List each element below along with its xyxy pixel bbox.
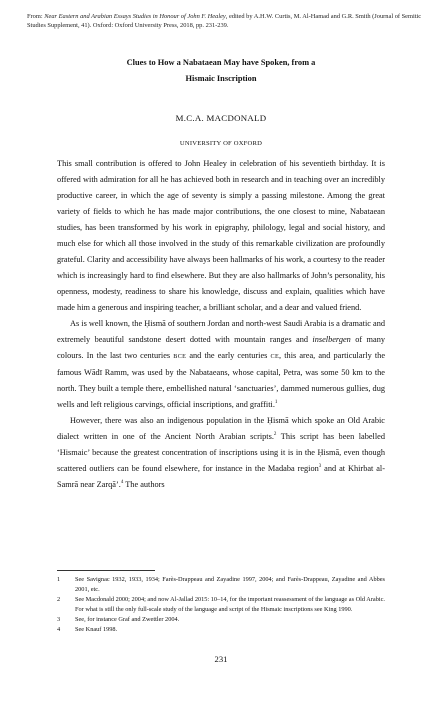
page-number: 231 [214, 654, 228, 664]
footnote-text: See, for instance Graf and Zwettler 2004. [75, 616, 180, 623]
footnote-text: See Knauf 1998. [75, 626, 118, 633]
footnote-number: 3 [57, 616, 61, 623]
paragraph-3 [57, 413, 385, 493]
paragraph-2 [57, 316, 385, 413]
paragraph-2-part-a: As is well known, the Ḥismā of southern Jordan and north-west Saudi Arabia is a dramatic and extremely beautiful sandstone desert dotted with mountain ranges and [57, 319, 385, 344]
footnote-number: 1 [57, 576, 61, 583]
paragraph-3-part-b: This script has been labelled ‘Hismaic’ because the greatest concentration of inscriptions using it is in the Ḥismā, even though scattered outliers can be found elsewhere, for instance in the Madaba region [57, 432, 385, 473]
footnote-1 [57, 575, 385, 595]
footnote-number: 2 [57, 596, 61, 603]
paragraph-2-part-c: and the early centuries [186, 351, 271, 360]
article-title-line-2: Hismaic Inscription [185, 74, 257, 83]
footnote-4 [57, 625, 385, 635]
body-text [57, 156, 385, 493]
footnote-divider [57, 570, 155, 571]
author-name: M.C.A. MACDONALD [175, 113, 267, 123]
paragraph-1: This small contribution is offered to John Healey in celebration of his seventieth birthday. It is offered with admiration for all he has achieved both in research and in teaching over an incredibly productive career, in which the age of seventy is simply a passing milestone. Among the great variety of fields to which he has made major contributions, the one closest to mine, Nabataean studies, has been transformed by his work in epigraphy, philology, legal and social history, and much else for which all those involved in the study of this remarkable civilization are profoundly grateful. Clarity and accessibility have always been hallmarks of his work, a courtesy to the reader which is increasingly hard to find elsewhere. But they are also hallmarks of John’s personality, his openness, modesty, readiness to share his knowledge, discuss and explain, qualities which have made him a generous and inspiring teacher, a brilliant scholar, and a dear and valued friend. [57, 159, 385, 312]
source-book-title: Near Eastern and Arabian Essays Studies in Honour of John F. Healey [44, 13, 226, 20]
paragraph-3-part-d: The authors [123, 480, 165, 489]
footnote-number: 4 [57, 626, 61, 633]
paragraph-2-italic-term: inselbergen [312, 335, 351, 344]
era-ce: CE [270, 353, 280, 360]
article-title [60, 55, 382, 87]
paragraph-2-part-d: , this area, and particularly the famous Wādī Ramm, was used by the Nabataeans, whose capital, Petra, was some 50 km to the north. They built a temple there, embellished natural ‘sanctuaries’, dammed numerous gullies, dug wells and left religious carvings, official inscriptions, and graffiti. [57, 351, 385, 409]
footnote-text: See Savignac 1932, 1933, 1934; Farès-Drappeau and Zayadine 1997, 2004; and Farès-Drappeau, Zayadine and Abbes 2001, etc. [75, 576, 385, 593]
footnote-ref-4[interactable]: 4 [120, 480, 124, 486]
article-title-line-1: Clues to How a Nabataean May have Spoken, from a [126, 58, 316, 67]
source-suffix: , edited by A.H.W. Curtis, M. Al-Hamad and G.R. Smith (Journal of Semitic Studies Supplement, 41). Oxford: Oxford University Press, 2018, pp. 231-239. [27, 13, 422, 29]
paragraph-3-part-c: and at Khirbat al-Samrā near Zarqā’. [57, 464, 385, 489]
footnote-ref-3[interactable]: 3 [318, 464, 322, 470]
era-bce: BCE [173, 353, 187, 360]
footnotes [57, 575, 385, 635]
footnote-ref-2[interactable]: 2 [273, 432, 277, 438]
footnote-3 [57, 615, 385, 625]
footnote-2 [57, 595, 385, 615]
source-prefix: From: [27, 13, 45, 20]
footnote-text: See Macdonald 2000; 2004; and now Al-Jallad 2015: 10–14, for the important reassessment of the language as Old Arabic. For what is still the only full-scale study of the language and script of the Hismaic inscriptions see King 1990. [75, 596, 385, 613]
paragraph-3-part-a: However, there was also an indigenous population in the Ḥismā which spoke an Old Arabic dialect written in one of the Ancient North Arabian scripts. [57, 416, 385, 441]
paragraph-2-part-b: of many colours. In the last two centuries [57, 335, 385, 360]
source-citation [27, 12, 427, 30]
author-affiliation: UNIVERSITY OF OXFORD [179, 140, 263, 147]
footnote-ref-1[interactable]: 1 [274, 400, 278, 406]
